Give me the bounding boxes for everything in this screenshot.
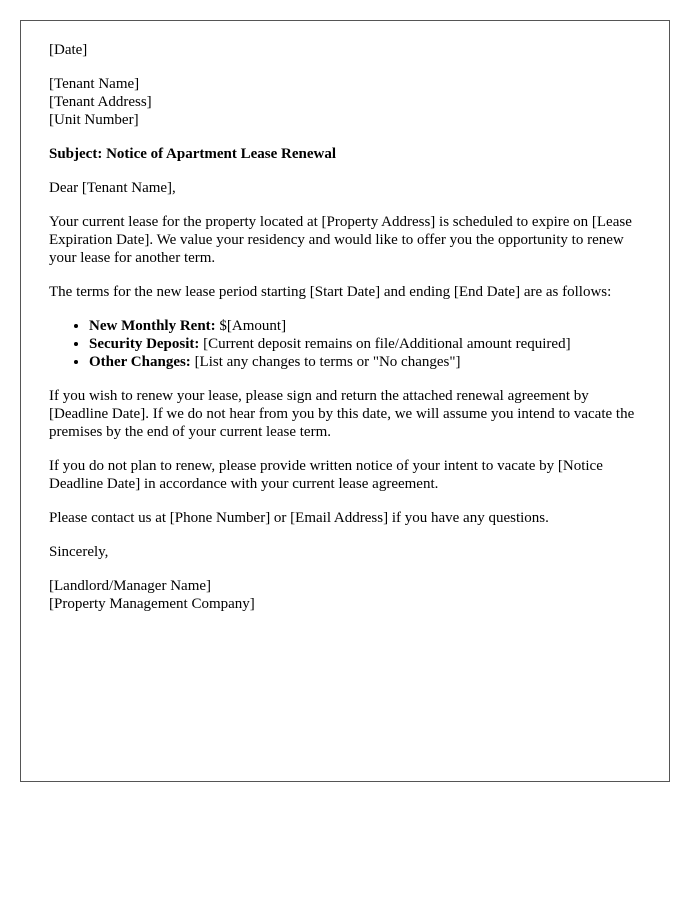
salutation: Dear [Tenant Name], bbox=[49, 180, 176, 196]
renew-paragraph: If you wish to renew your lease, please sign and return the attached renewal agreement by [Deadline Date]. If we do not hear from you by this date, we will assume you intend to vacate the premises by the end of your current lease term. bbox=[49, 388, 635, 440]
signer-name: [Landlord/Manager Name] bbox=[49, 578, 212, 594]
no-renew-paragraph: If you do not plan to renew, please provide written notice of your intent to vacate by [Notice Deadline Date] in accordance with your current lease agreement. bbox=[49, 458, 603, 492]
term-label: New Monthly Rent: bbox=[89, 318, 216, 334]
term-label: Security Deposit: bbox=[89, 336, 200, 352]
signature-block bbox=[49, 577, 649, 613]
term-item-rent bbox=[89, 317, 649, 335]
terms-intro-paragraph: The terms for the new lease period starting [Start Date] and ending [End Date] are as follows: bbox=[49, 284, 612, 300]
term-value: $[Amount] bbox=[215, 318, 287, 334]
term-item-deposit bbox=[89, 335, 649, 353]
unit-number: [Unit Number] bbox=[49, 112, 139, 128]
tenant-name: [Tenant Name] bbox=[49, 76, 140, 92]
letter-date: [Date] bbox=[49, 42, 88, 58]
term-value: [List any changes to terms or "No changes"] bbox=[190, 354, 461, 370]
tenant-address: [Tenant Address] bbox=[49, 94, 152, 110]
contact-paragraph: Please contact us at [Phone Number] or [Email Address] if you have any questions. bbox=[49, 510, 549, 526]
term-label: Other Changes: bbox=[89, 354, 191, 370]
term-value: [Current deposit remains on file/Additional amount required] bbox=[199, 336, 571, 352]
letter-subject: Subject: Notice of Apartment Lease Renewal bbox=[49, 146, 337, 162]
signer-company: [Property Management Company] bbox=[49, 596, 255, 612]
closing: Sincerely, bbox=[49, 544, 109, 560]
lease-terms-list bbox=[49, 317, 649, 371]
letter-page bbox=[20, 20, 670, 782]
intro-paragraph: Your current lease for the property located at [Property Address] is scheduled to expire on [Lease Expiration Date]. We value your residency and would like to offer you the opportunity to renew your lease for another term. bbox=[49, 214, 632, 266]
recipient-address-block bbox=[49, 75, 649, 129]
term-item-other-changes bbox=[89, 353, 649, 371]
